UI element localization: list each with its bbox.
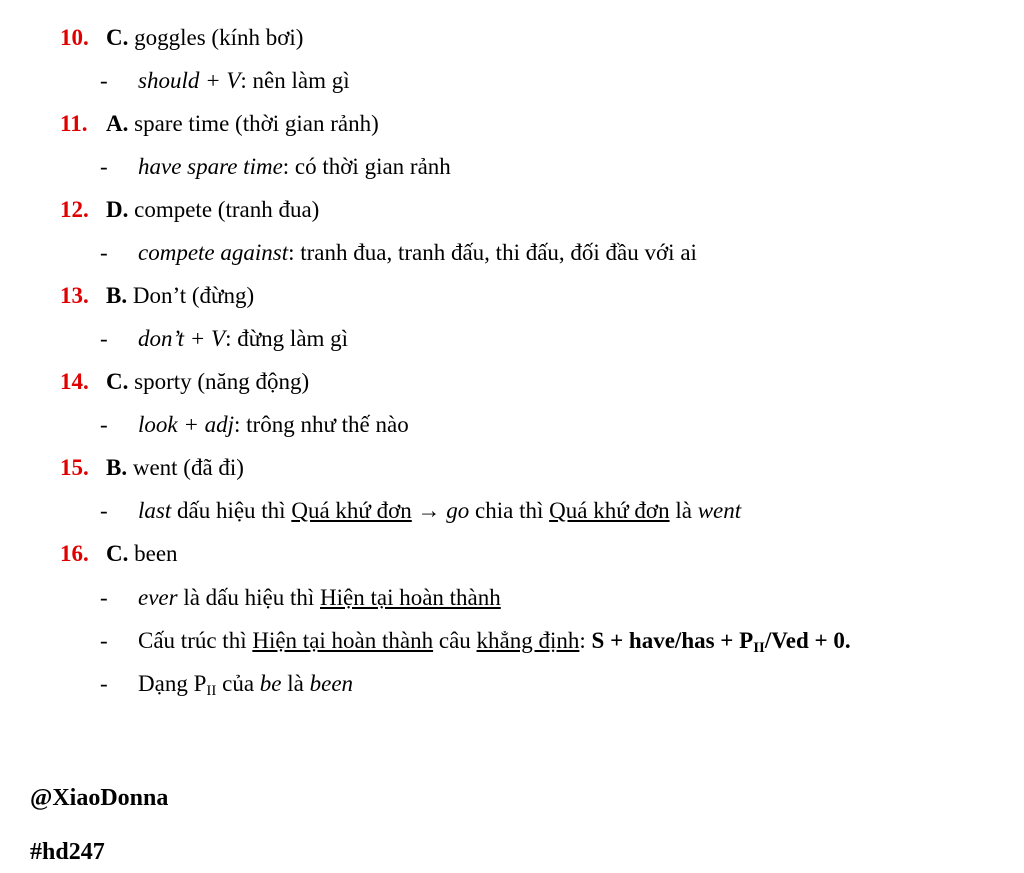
bullet-dash: - (100, 68, 108, 93)
question-15 (60, 454, 244, 482)
formula-part: S + have/has + P (591, 628, 754, 653)
note-text: Cấu trúc thì (138, 628, 253, 653)
answer-letter: A. (106, 111, 129, 136)
note-text: là (281, 671, 310, 696)
sentence-type: khẳng định (476, 628, 580, 653)
question-number: 14. (60, 369, 89, 394)
answer-text: compete (tranh đua) (134, 197, 320, 222)
tense-name: Quá khứ đơn (291, 498, 412, 523)
subscript: II (206, 683, 217, 699)
answer-text: Don’t (đừng) (132, 283, 255, 308)
question-14 (60, 368, 309, 396)
note-term: been (309, 671, 354, 696)
note-text: : có thời gian rảnh (282, 154, 451, 179)
answer-text: went (đã đi) (132, 455, 244, 480)
question-number: 16. (60, 541, 89, 566)
note-10 (100, 67, 350, 95)
note-term: ever (138, 585, 178, 610)
note-text: : (579, 628, 592, 653)
formula-part: /Ved + 0. (764, 628, 851, 653)
note-term: look + adj (138, 412, 235, 437)
question-number: 12. (60, 197, 89, 222)
note-16-2 (100, 627, 851, 662)
question-16 (60, 540, 178, 568)
answer-text: been (134, 541, 178, 566)
bullet-dash: - (100, 412, 108, 437)
bullet-dash: - (100, 585, 108, 610)
question-number: 13. (60, 283, 89, 308)
note-12 (100, 239, 697, 267)
bullet-dash: - (100, 498, 108, 523)
note-16-1 (100, 584, 501, 612)
hashtag: #hd247 (30, 839, 105, 865)
bullet-dash: - (100, 628, 108, 653)
note-16-3 (100, 670, 353, 705)
answer-letter: C. (106, 541, 129, 566)
note-term: compete against (138, 240, 289, 265)
answer-letter: B. (106, 283, 128, 308)
note-term: should + V (138, 68, 241, 93)
question-13 (60, 282, 254, 310)
bullet-dash: - (100, 326, 108, 351)
note-text: câu (433, 628, 477, 653)
bullet-dash: - (100, 154, 108, 179)
answer-letter: C. (106, 369, 129, 394)
tense-name: Quá khứ đơn (549, 498, 670, 523)
answer-text: sporty (năng động) (134, 369, 310, 394)
answer-letter: C. (106, 25, 129, 50)
note-term: have spare time (138, 154, 283, 179)
note-term: went (697, 498, 742, 523)
note-term: don’t + V (138, 326, 226, 351)
answer-text: goggles (kính bơi) (134, 25, 304, 50)
note-11 (100, 153, 451, 181)
bullet-dash: - (100, 240, 108, 265)
note-text: Dạng P (138, 671, 207, 696)
question-number: 11. (60, 111, 88, 136)
question-11 (60, 110, 379, 138)
note-text: : trông như thế nào (234, 412, 409, 437)
note-text: : tranh đua, tranh đấu, thi đấu, đối đầu với ai (288, 240, 697, 265)
formula-subscript: II (753, 640, 765, 656)
note-14 (100, 411, 409, 439)
answer-text: spare time (thời gian rảnh) (134, 111, 379, 136)
note-term: be (259, 671, 282, 696)
tense-name: Hiện tại hoàn thành (252, 628, 434, 653)
note-text: : đừng làm gì (225, 326, 349, 351)
tense-name: Hiện tại hoàn thành (320, 585, 501, 610)
note-13 (100, 325, 348, 353)
question-number: 15. (60, 455, 89, 480)
note-text: : nên làm gì (240, 68, 350, 93)
note-text: chia thì (469, 498, 550, 523)
note-text: của (216, 671, 260, 696)
note-term: go (446, 498, 470, 523)
answer-letter: D. (106, 197, 129, 222)
note-text: là dấu hiệu thì (177, 585, 321, 610)
question-number: 10. (60, 25, 89, 50)
arrow-glyph: → (411, 498, 447, 523)
question-12 (60, 196, 319, 224)
note-text: dấu hiệu thì (171, 498, 292, 523)
note-15 (100, 497, 741, 525)
note-term: last (138, 498, 172, 523)
question-10 (60, 24, 303, 52)
answer-letter: B. (106, 455, 128, 480)
bullet-dash: - (100, 671, 108, 696)
author-handle: @XiaoDonna (30, 785, 169, 811)
note-text: là (669, 498, 698, 523)
